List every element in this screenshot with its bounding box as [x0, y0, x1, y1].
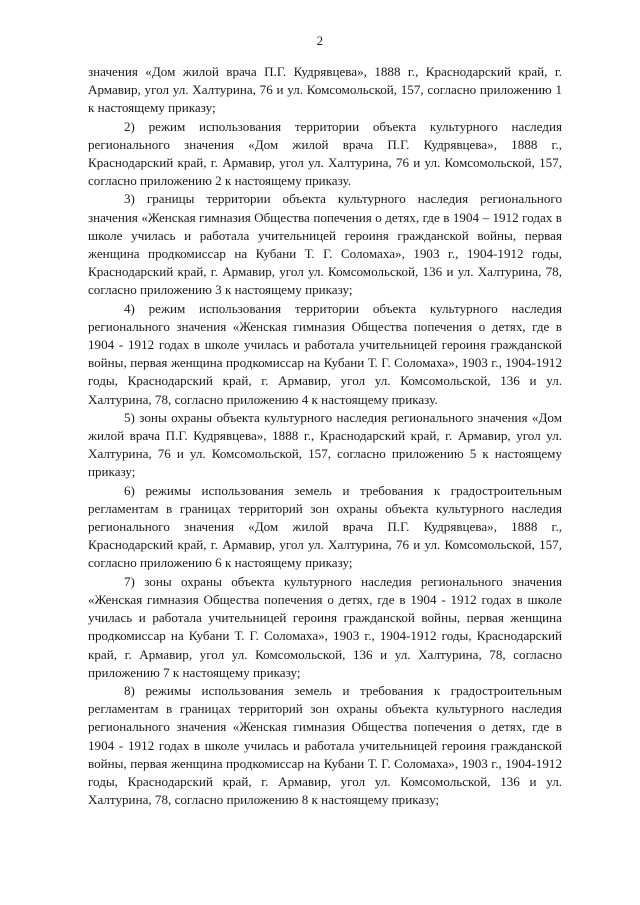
document-body: [88, 63, 562, 809]
paragraph-item-4: 4) режим использования территории объекта культурного наследия регионального значения «Женская гимназия Общества попечения о детях, где в 1904 - 1912 годах в школе училась и работала учительницей героиня гражданской войны, первая женщина продкомиссар на Кубани Т. Г. Соломаха», 1903 г., 1904-1912 годы, Краснодарский край, г. Армавир, угол ул. Комсомольской, 136 и ул. Халтурина, 78, согласно приложению 4 к настоящему приказу.: [88, 300, 562, 407]
paragraph-item-2: 2) режим использования территории объекта культурного наследия регионального значения «Дом жилой врача П.Г. Кудрявцева», 1888 г., Краснодарский край, г. Армавир, угол ул. Халтурина, 76 и ул. Комсомольской, 157, согласно приложению 2 к настоящему приказу.: [88, 118, 562, 189]
paragraph-item-8: 8) режимы использования земель и требования к градостроительным регламентам в границах территорий зон охраны объекта культурного наследия регионального значения «Женская гимназия Общества попечения о детях, где в 1904 - 1912 годах в школе училась и работала учительницей героиня гражданской войны, первая женщина продкомиссар на Кубани Т. Г. Соломаха», 1903 г., 1904-1912 годы, Краснодарский край, г. Армавир, угол ул. Комсомольской, 136 и ул. Халтурина, 78, согласно приложению 8 к настоящему приказу;: [88, 682, 562, 808]
page-number: 2: [316, 33, 324, 48]
paragraph-item-5: 5) зоны охраны объекта культурного наследия регионального значения «Дом жилой врача П.Г. Кудрявцева», 1888 г., Краснодарский край, г. Армавир, угол ул. Халтурина, 76 и ул. Комсомольской, 157, согласно приложению 5 к настоящему приказу;: [88, 409, 562, 480]
paragraph-item-7: 7) зоны охраны объекта культурного наследия регионального значения «Женская гимназия Общества попечения о детях, где в 1904 - 1912 годах в школе училась и работала учительницей героиня гражданской войны, первая женщина продкомиссар на Кубани Т. Г. Соломаха», 1903 г., 1904-1912 годы, Краснодарский край, г. Армавир, угол ул. Комсомольской, 136 и ул. Халтурина, 78, согласно приложению 7 к настоящему приказу;: [88, 573, 562, 680]
paragraph-item-6: 6) режимы использования земель и требования к градостроительным регламентам в границах территорий зон охраны объекта культурного наследия регионального значения «Дом жилой врача П.Г. Кудрявцева», 1888 г., Краснодарский край, г. Армавир, угол ул. Халтурина, 76 и ул. Комсомольской, 157, согласно приложению 6 к настоящему приказу;: [88, 482, 562, 571]
paragraph-continuation: значения «Дом жилой врача П.Г. Кудрявцева», 1888 г., Краснодарский край, г. Армавир, угол ул. Халтурина, 76 и ул. Комсомольской, 157, согласно приложению 1 к настоящему приказу;: [88, 64, 562, 116]
paragraph-item-3: 3) границы территории объекта культурного наследия регионального значения «Женская гимназия Общества попечения о детях, где в 1904 – 1912 годах в школе училась и работала учительницей героиня гражданской войны, первая женщина продкомиссар на Кубани Т. Г. Соломаха», 1903 г., 1904-1912 годы, Краснодарский край, г. Армавир, угол ул. Комсомольской, 136 и ул. Халтурина, 78, согласно приложению 3 к настоящему приказу;: [88, 191, 562, 298]
